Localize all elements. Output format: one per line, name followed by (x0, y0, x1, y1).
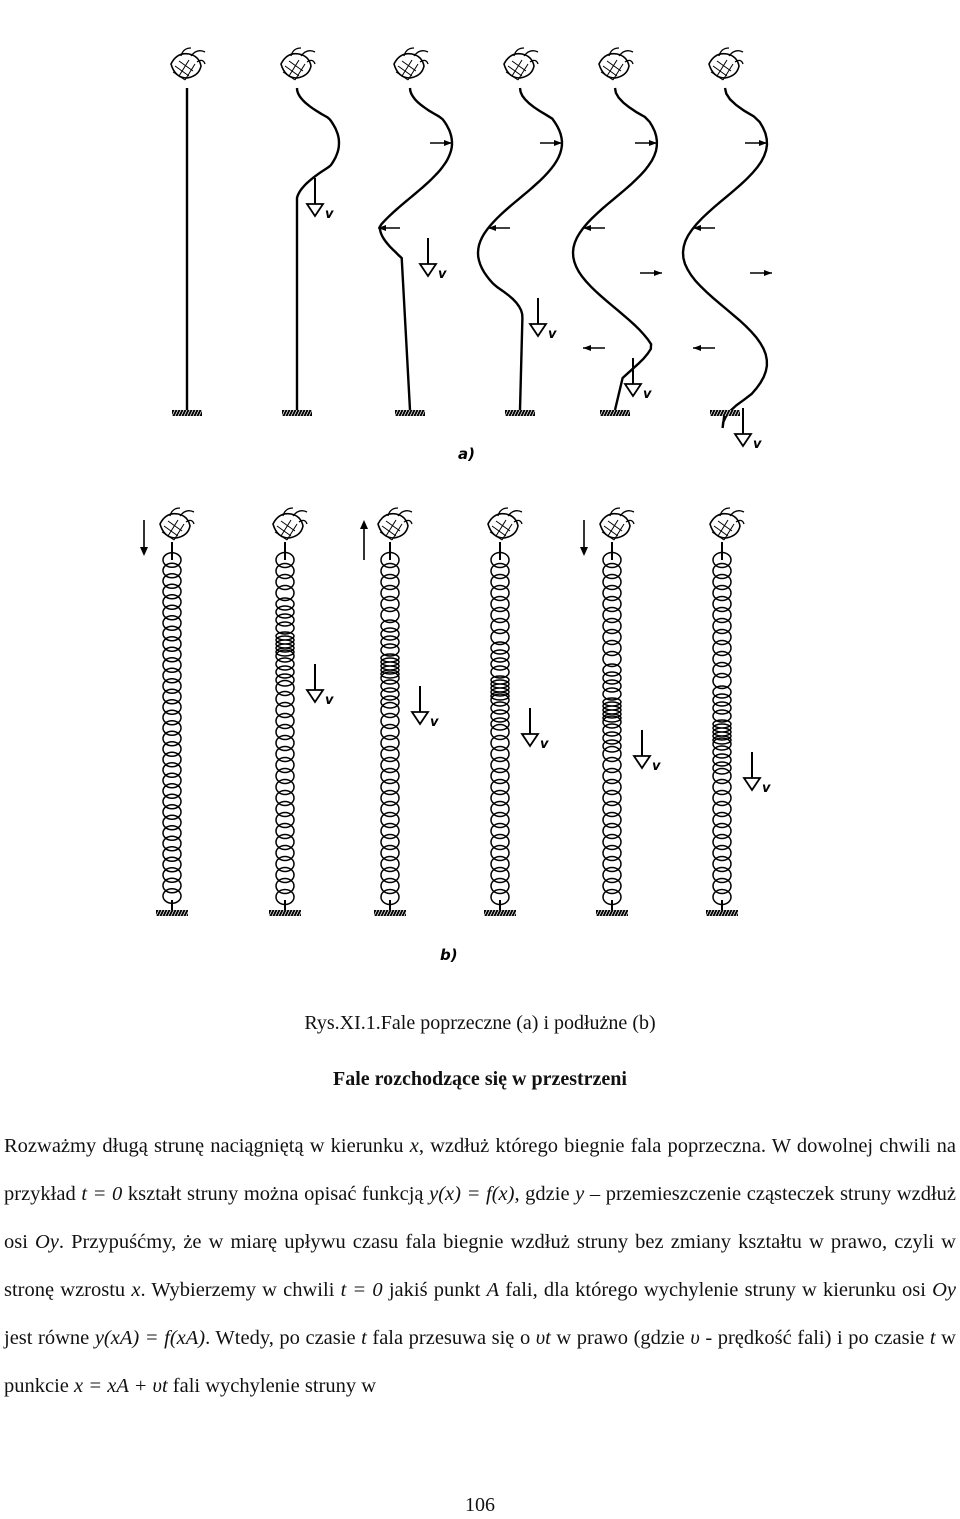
figure-label-a: a) (458, 445, 475, 463)
math-var: y (575, 1183, 585, 1205)
text-segment: jest równe (4, 1327, 95, 1349)
hand-direction-arrowhead (140, 547, 148, 556)
body-paragraph (4, 1122, 956, 1410)
math-expr: υt (535, 1327, 551, 1349)
string-line (478, 88, 562, 410)
velocity-label: v (762, 781, 771, 796)
math-expr: t = 0 (340, 1279, 383, 1301)
text-segment: . Przypuśćmy, że w miarę upływu czasu fala biegnie wzdłuż struny bez zmiany kształtu w prawo, czyli w stronę wzrostu (4, 1231, 956, 1301)
velocity-label: v (325, 693, 334, 708)
hand-direction-arrowhead (580, 547, 588, 556)
math-expr: y(x) = f(x) (429, 1183, 515, 1205)
math-var: t (361, 1327, 367, 1349)
velocity-arrow-head (530, 324, 546, 336)
text-segment: - prędkość fali) i po czasie (699, 1327, 930, 1349)
displacement-arrowhead (693, 345, 701, 351)
velocity-arrow-head (522, 734, 538, 746)
text-segment: fali wychylenie struny w (167, 1375, 377, 1397)
math-expr: x = xA + υt (74, 1375, 168, 1397)
velocity-arrow-head (412, 712, 428, 724)
spring-coils (491, 553, 509, 905)
spring-coils (713, 553, 731, 905)
text-segment: , wzdłuż którego biegnie fala poprzeczna. W dowolnej chwili na przykład (4, 1135, 956, 1205)
section-heading: Fale rozchodzące się w przestrzeni (333, 1068, 627, 1090)
text-segment: fala przesuwa się o (366, 1327, 536, 1349)
displacement-arrowhead (764, 270, 772, 276)
text-segment: . Wtedy, po czasie (205, 1327, 362, 1349)
velocity-label: v (643, 387, 652, 402)
math-var: x (409, 1135, 419, 1157)
text-segment: , gdzie (514, 1183, 576, 1205)
velocity-arrow-head (634, 756, 650, 768)
string-line (573, 88, 657, 410)
velocity-arrow-head (735, 434, 751, 446)
text-segment: . Wybierzemy w chwili (140, 1279, 341, 1301)
text-segment: Rozważmy długą strunę naciągniętą w kierunku (4, 1135, 410, 1157)
velocity-label: v (540, 737, 549, 752)
text-segment: w prawo (gdzie (550, 1327, 691, 1349)
velocity-arrow-head (625, 384, 641, 396)
string-line (683, 88, 767, 428)
spring-coils (381, 553, 399, 905)
displacement-arrowhead (583, 345, 591, 351)
text-segment: jakiś punkt (382, 1279, 487, 1301)
spring-coils (276, 553, 294, 905)
math-var: υ (690, 1327, 700, 1349)
math-var: A (486, 1279, 500, 1301)
math-var: t (929, 1327, 936, 1349)
math-var: x (131, 1279, 141, 1301)
spring-coils (163, 553, 181, 904)
text-segment: fali, dla którego wychylenie struny w kierunku osi (499, 1279, 933, 1301)
math-expr: t = 0 (81, 1183, 123, 1205)
velocity-label: v (438, 267, 447, 282)
string-line (297, 88, 339, 410)
velocity-arrow-head (744, 778, 760, 790)
spring-coils (603, 553, 621, 905)
math-var: Oy (932, 1279, 956, 1301)
velocity-label: v (325, 207, 334, 222)
velocity-label: v (548, 327, 557, 342)
math-expr: y(xA) = f(xA) (94, 1327, 206, 1349)
figure-label-b: b) (440, 946, 458, 964)
velocity-arrow-head (307, 204, 323, 216)
velocity-label: v (430, 715, 439, 730)
velocity-label: v (753, 437, 762, 452)
text-segment: kształt struny można opisać funkcją (122, 1183, 430, 1205)
hand-direction-arrowhead (360, 520, 368, 529)
figure-longitudinal-waves (0, 500, 960, 970)
math-var: Oy (35, 1231, 59, 1253)
figure-transverse-waves (0, 0, 960, 480)
string-line (380, 88, 452, 410)
page-number: 106 (465, 1494, 495, 1516)
velocity-arrow-head (307, 690, 323, 702)
text-segment: – przemieszczenie cząsteczek struny wzdłuż osi (4, 1183, 956, 1253)
figure-caption: Rys.XI.1.Fale poprzeczne (a) i podłużne (b) (304, 1012, 656, 1034)
displacement-arrowhead (654, 270, 662, 276)
text-segment: w punkcie (4, 1327, 956, 1397)
velocity-label: v (652, 759, 661, 774)
velocity-arrow-head (420, 264, 436, 276)
